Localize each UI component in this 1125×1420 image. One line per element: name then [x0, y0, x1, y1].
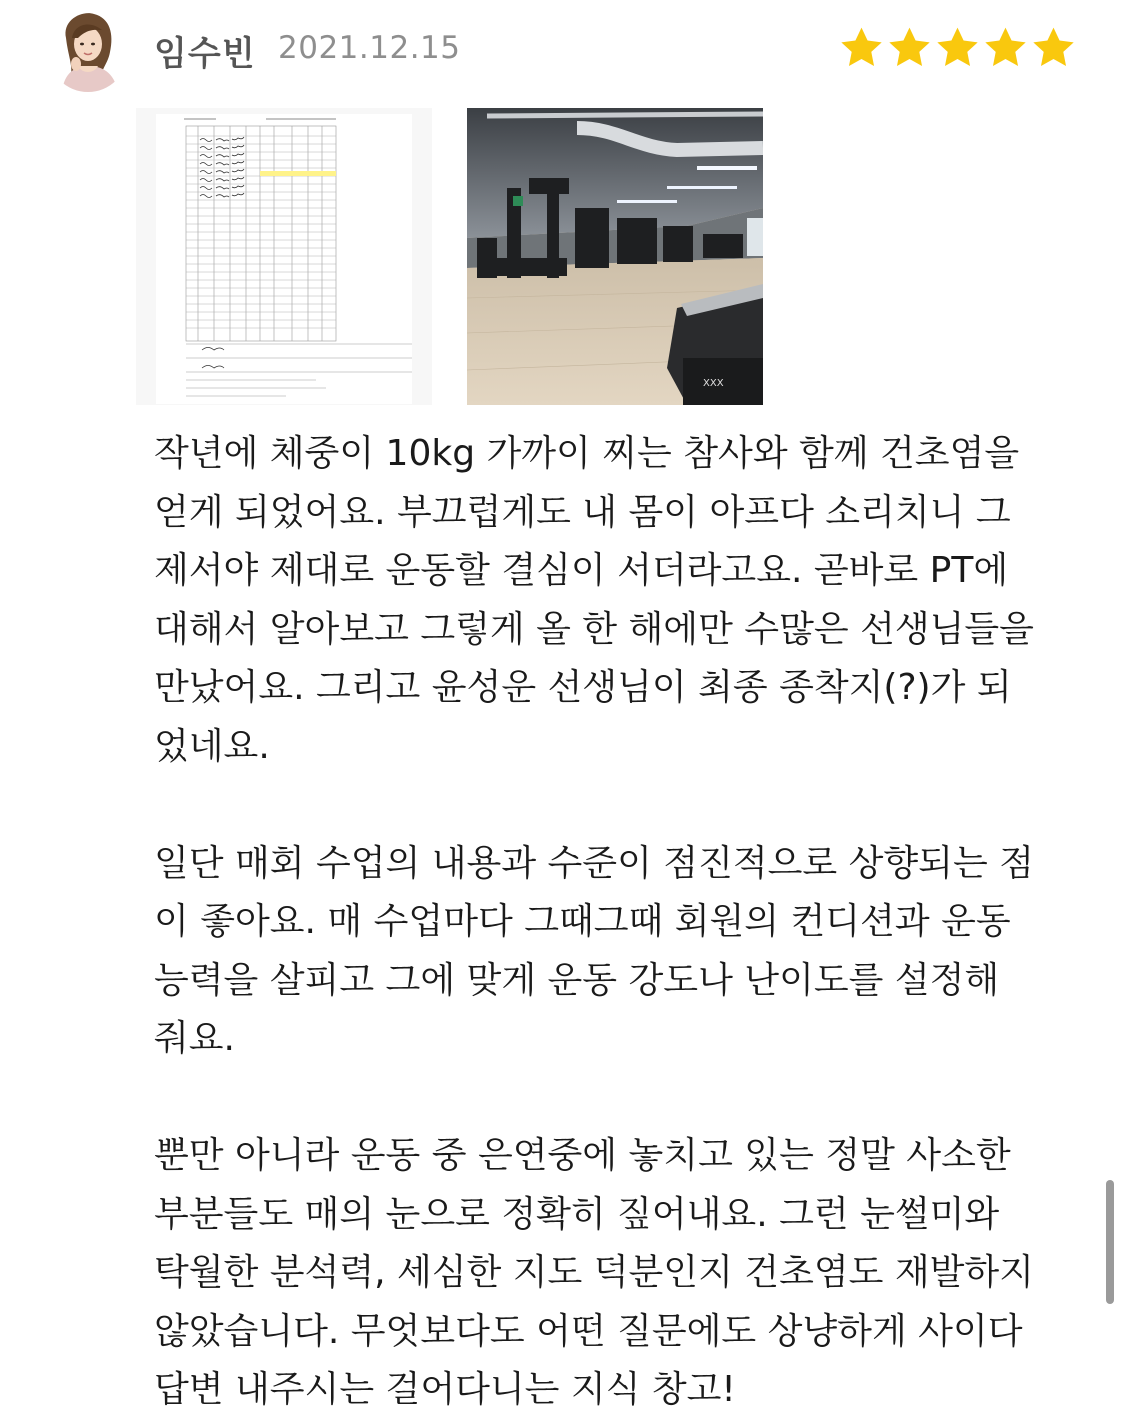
author-name: 임수빈 [154, 34, 256, 74]
review-body [154, 425, 1084, 1420]
review-header [0, 0, 1125, 100]
review-paragraph: 뿐만 아니라 운동 중 은연중에 놓치고 있는 정말 사소한 부분들도 매의 눈으로 정확히 짚어내요. 그런 눈썰미와 탁월한 분석력, 세심한 지도 덕분인지 건초염도 재발하지 않았습니다. 무엇보다도 어떤 질문에도 상냥하게 사이다 답변 내주시는 걸어다니는 지식 창고! [154, 1135, 1034, 1410]
author-avatar[interactable] [48, 8, 128, 92]
star-icon [886, 24, 933, 72]
attendance-sheet-image [136, 108, 432, 405]
avatar-illustration [48, 8, 128, 92]
star-rating [838, 24, 1077, 72]
svg-text:XXX: XXX [703, 378, 724, 389]
gym-interior-photo[interactable] [467, 108, 763, 405]
review-paragraph: 일단 매회 수업의 내용과 수준이 점진적으로 상향되는 점 이 좋아요. 매 수업마다 그때그때 회원의 컨디션과 운동 능력을 살피고 그에 맞게 운동 강도나 난이도를 설정해 줘요. [154, 842, 1034, 1059]
review-paragraph: 작년에 체중이 10kg 가까이 찌는 참사와 함께 건초염을 얻게 되었어요. 부끄럽게도 내 몸이 아프다 소리치니 그 제서야 제대로 운동할 결심이 서더라고요. 곧바로 PT에 대해서 알아보고 그렇게 올 한 해에만 수많은 선생님들을 만났어요. 그리고 윤성운 선생님이 최종 종착지(?)가 되 었네요. [154, 433, 1034, 767]
star-icon [982, 24, 1029, 72]
star-icon [1030, 24, 1077, 72]
gym-interior-image [467, 108, 763, 405]
attendance-sheet-photo[interactable] [136, 108, 432, 405]
star-icon [838, 24, 885, 72]
star-icon [934, 24, 981, 72]
scrollbar-thumb[interactable] [1106, 1180, 1114, 1304]
review-date: 2021.12.15 [278, 30, 461, 66]
